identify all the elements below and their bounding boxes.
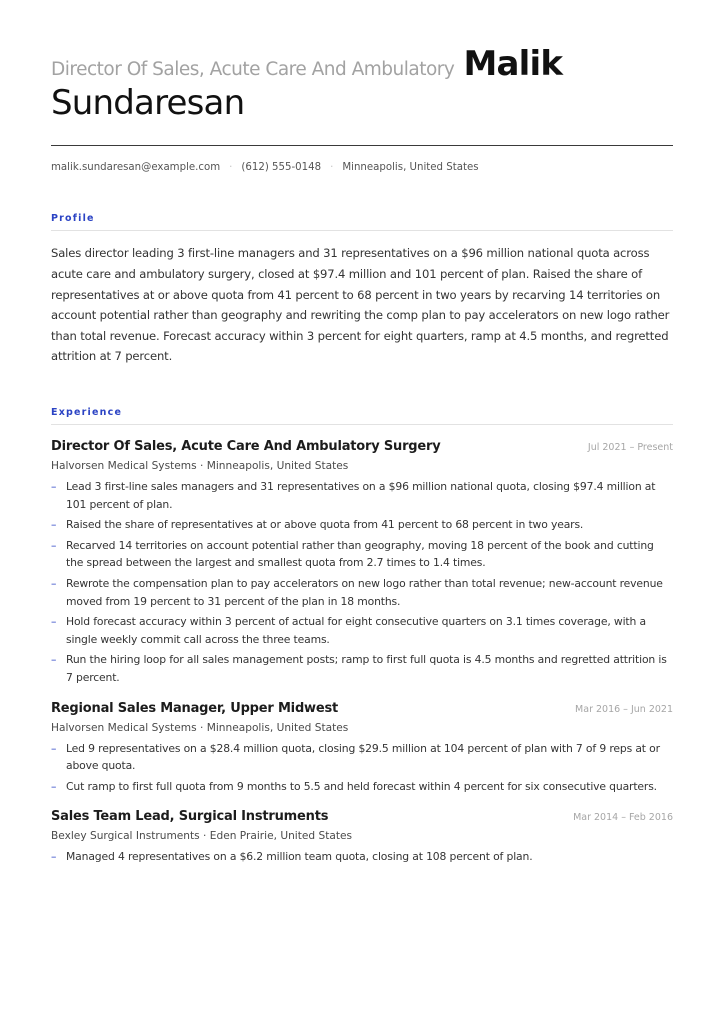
bullet-item [51, 651, 673, 686]
dash-marker: – [51, 741, 57, 755]
job-title: Sales Team Lead, Surgical Instruments [51, 809, 329, 825]
job-bullets [51, 478, 673, 687]
contact-phone[interactable]: (612) 555-0148 [241, 162, 322, 174]
contact-email[interactable]: malik.sundaresan@example.com [51, 162, 221, 174]
job-organization: Bexley Surgical Instruments · Eden Prairie, United States [51, 830, 353, 843]
job-header [51, 809, 673, 824]
first-name: Malik [463, 44, 563, 84]
dash-marker: – [51, 576, 57, 590]
bullet-text: Managed 4 representatives on a $6.2 million team quota, closing at 108 percent of plan. [66, 850, 533, 864]
bullet-text: Hold forecast accuracy within 3 percent of actual for eight consecutive quarters on 3.1 times coverage, with a single weekly commit call across the three teams. [66, 615, 646, 646]
header-divider [51, 145, 673, 146]
bullet-item [51, 778, 673, 796]
dash-marker: – [51, 779, 57, 793]
contact-row [51, 162, 673, 173]
bullet-item [51, 537, 673, 572]
job-header [51, 439, 673, 454]
bullet-item [51, 575, 673, 610]
job-entry [51, 439, 673, 687]
bullet-text: Lead 3 first-line sales managers and 31 representatives on a $96 million national quota, closing $97.4 million at 101 percent of plan. [66, 480, 656, 511]
bullet-text: Recarved 14 territories on account potential rather than geography, moving 18 percent of the book and cutting the spread between the largest and smallest quota from 2.7 times to 1.4 times. [66, 538, 654, 570]
bullet-text: Raised the share of representatives at or above quota from 41 percent to 68 percent in two years. [66, 518, 584, 532]
section-title-profile: Profile [51, 213, 95, 225]
headline: Director Of Sales, Acute Care And Ambulatory [51, 59, 455, 80]
dash-marker: – [51, 615, 57, 629]
bullet-item [51, 613, 673, 648]
job-header [51, 701, 673, 716]
job-organization: Halvorsen Medical Systems · Minneapolis, United States [51, 721, 349, 734]
job-dates: Mar 2016 – Jun 2021 [575, 703, 673, 715]
section-divider [51, 230, 673, 231]
job-dates: Jul 2021 – Present [587, 442, 673, 453]
dash-marker: – [51, 518, 57, 532]
dash-marker: – [51, 538, 57, 552]
section-title-experience: Experience [51, 407, 123, 418]
section-divider [51, 424, 673, 425]
dash-marker: – [51, 850, 57, 864]
resume-header [51, 0, 673, 173]
contact-separator: · [330, 162, 334, 174]
profile-section [51, 213, 673, 367]
contact-separator: · [229, 162, 233, 174]
job-title: Regional Sales Manager, Upper Midwest [51, 700, 339, 716]
job-organization: Halvorsen Medical Systems · Minneapolis, United States [51, 460, 349, 472]
bullet-item [51, 478, 673, 513]
bullet-text: Run the hiring loop for all sales management posts; ramp to first full quota is 4.5 months and regretted attrition is 7 percent. [66, 653, 667, 684]
bullet-text: Rewrote the compensation plan to pay accelerators on new logo rather than total revenue; new-account revenue moved from 19 percent to 31 percent of the plan in 18 months. [66, 576, 663, 608]
job-entry [51, 701, 673, 796]
contact-location: Minneapolis, United States [342, 162, 479, 174]
dash-marker: – [51, 653, 57, 667]
dash-marker: – [51, 480, 57, 493]
bullet-item [51, 848, 673, 866]
name-block [51, 46, 673, 121]
bullet-text: Led 9 representatives on a $28.4 million quota, closing $29.5 million at 104 percent of plan with 7 of 9 reps at or above quota. [66, 741, 660, 773]
bullet-item [51, 740, 673, 775]
job-bullets [51, 740, 673, 796]
bullet-item [51, 516, 673, 534]
job-bullets [51, 848, 673, 866]
job-title: Director Of Sales, Acute Care And Ambulatory Surgery [51, 439, 441, 454]
profile-summary: Sales director leading 3 first-line managers and 31 representatives on a $96 million national quota across acute care and ambulatory surgery, closed at $97.4 million and 101 percent of plan. Raised the share of representatives at or above quota from 41 percent to 68 percent in two years by recarving 14 territories on account potential rather than geography and rewriting the comp plan to pay accelerators on new logo rather than total revenue. Forecast accuracy within 3 percent for eight quarters, ramp at 4.5 months, and regretted attrition at 7 percent. [51, 246, 670, 364]
last-name: Sundaresan [51, 82, 245, 123]
experience-section [51, 407, 673, 866]
job-entry [51, 809, 673, 866]
job-dates: Mar 2014 – Feb 2016 [573, 812, 673, 824]
bullet-text: Cut ramp to first full quota from 9 months to 5.5 and held forecast within 4 percent for six consecutive quarters. [66, 779, 657, 793]
